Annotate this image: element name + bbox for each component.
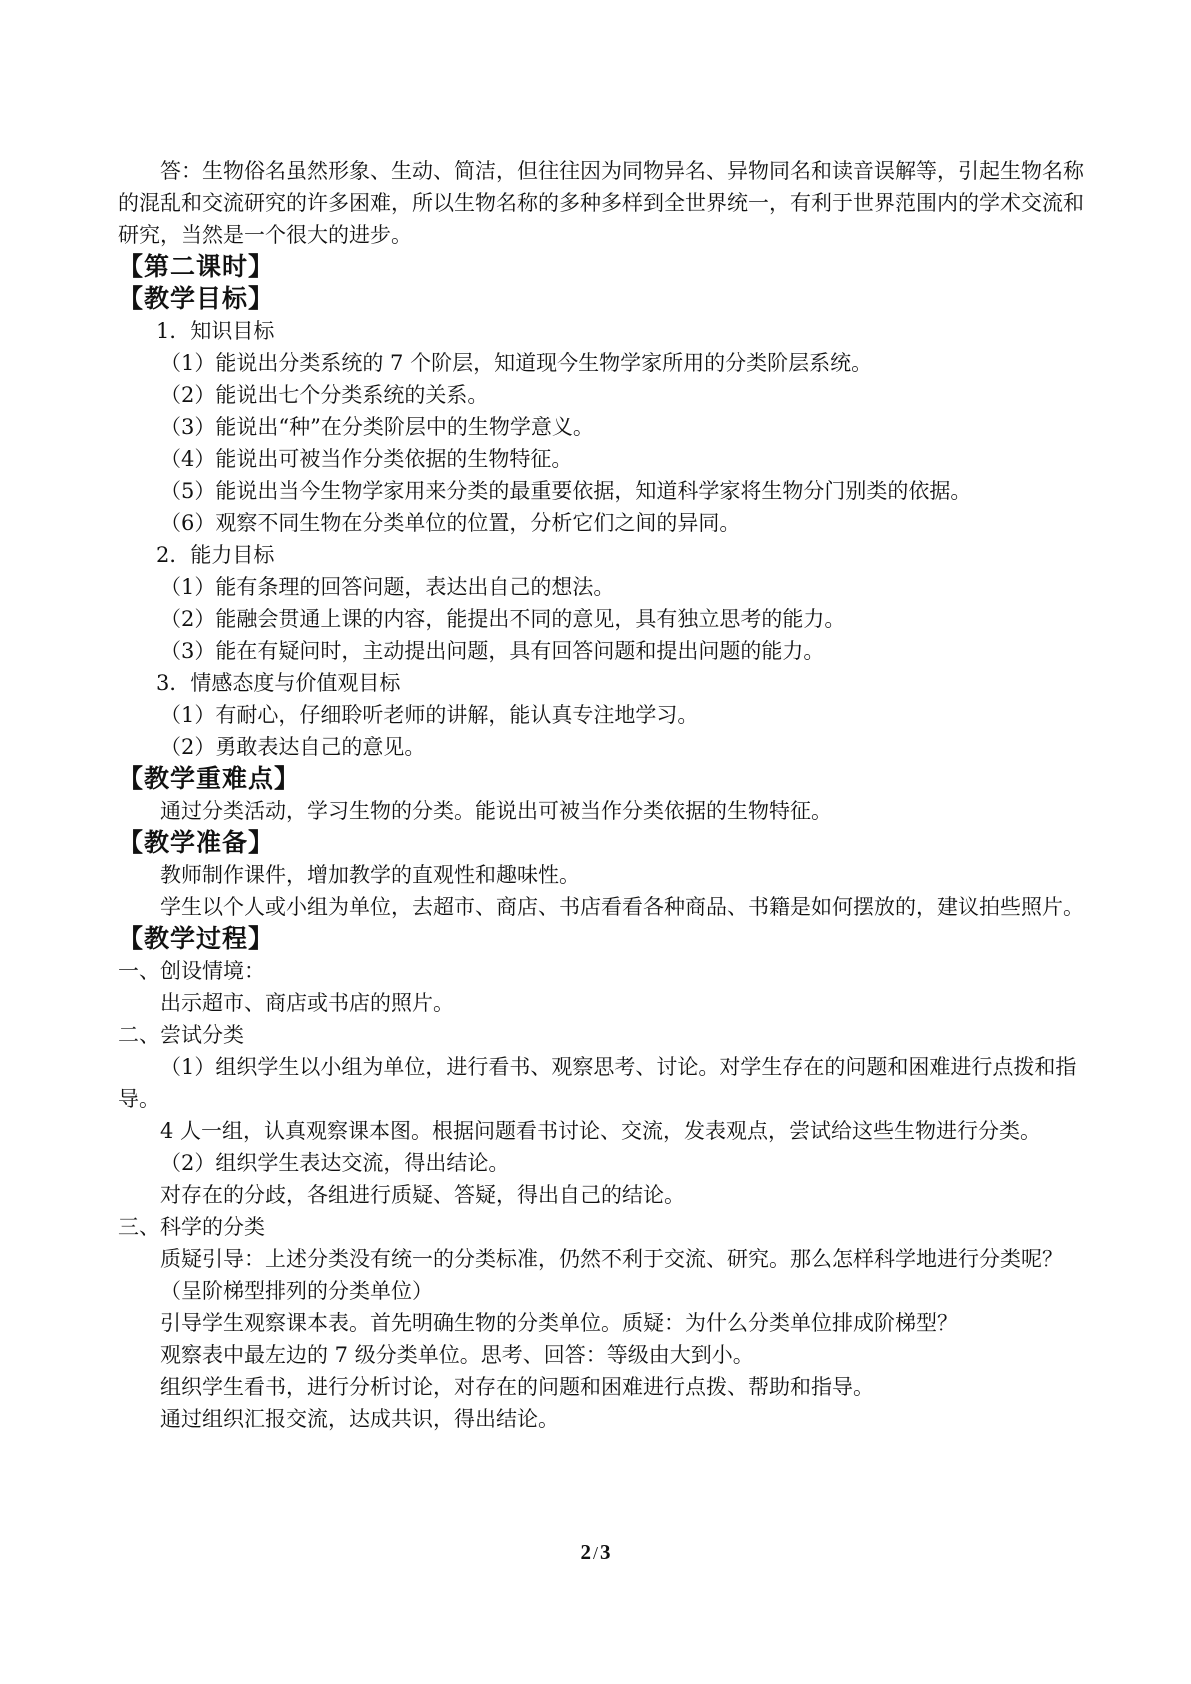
process-paragraph: 质疑引导：上述分类没有统一的分类标准，仍然不利于交流、研究。那么怎样科学地进行分类呢？ xyxy=(160,1247,1063,1271)
ability-objective-title: 2．能力目标 xyxy=(156,543,275,567)
knowledge-item: （5）能说出当今生物学家用来分类的最重要依据，知道科学家将生物分门别类的依据。 xyxy=(160,479,972,503)
process-section-title: 二、尝试分类 xyxy=(118,1023,244,1047)
ability-item: （1）能有条理的回答问题，表达出自己的想法。 xyxy=(160,575,615,599)
process-paragraph: 通过组织汇报交流，达成共识，得出结论。 xyxy=(160,1407,559,1431)
process-paragraph: （1）组织学生以小组为单位，进行看书、观察思考、讨论。对学生存在的问题和困难进行点拨和指导。 xyxy=(118,1055,1077,1111)
process-paragraph: 组织学生看书，进行分析讨论，对存在的问题和困难进行点拨、帮助和指导。 xyxy=(160,1375,874,1399)
heading-process: 【教学过程】 xyxy=(118,924,275,953)
process-paragraph: 观察表中最左边的 7 级分类单位。思考、回答：等级由大到小。 xyxy=(160,1343,754,1367)
heading-objectives: 【教学目标】 xyxy=(118,284,275,313)
process-paragraph: （2）组织学生表达交流，得出结论。 xyxy=(160,1151,510,1175)
process-section-title: 三、科学的分类 xyxy=(118,1215,265,1239)
knowledge-objective-title: 1．知识目标 xyxy=(156,319,275,343)
page-separator: / xyxy=(592,1543,598,1563)
ability-item: （2）能融会贯通上课的内容，能提出不同的意见，具有独立思考的能力。 xyxy=(160,607,846,631)
knowledge-item: （2）能说出七个分类系统的关系。 xyxy=(160,383,489,407)
process-paragraph: 引导学生观察课本表。首先明确生物的分类单位。质疑：为什么分类单位排成阶梯型？ xyxy=(160,1311,958,1335)
knowledge-item: （4）能说出可被当作分类依据的生物特征。 xyxy=(160,447,573,471)
preparation-paragraph: 教师制作课件，增加教学的直观性和趣味性。 xyxy=(160,863,580,887)
process-paragraph: 出示超市、商店或书店的照片。 xyxy=(160,991,454,1015)
knowledge-item: （3）能说出“种”在分类阶层中的生物学意义。 xyxy=(160,415,594,439)
key-points-text: 通过分类活动，学习生物的分类。能说出可被当作分类依据的生物特征。 xyxy=(160,799,832,823)
heading-preparation: 【教学准备】 xyxy=(118,828,275,857)
page-current: 2 xyxy=(580,1540,591,1564)
attitude-objective-title: 3．情感态度与价值观目标 xyxy=(156,671,401,695)
preparation-paragraph: 学生以个人或小组为单位，去超市、商店、书店看看各种商品、书籍是如何摆放的，建议拍些照片。 xyxy=(160,895,1084,919)
knowledge-item: （6）观察不同生物在分类单位的位置，分析它们之间的异同。 xyxy=(160,511,741,535)
process-section-title: 一、创设情境： xyxy=(118,959,265,983)
process-paragraph: 4 人一组，认真观察课本图。根据问题看书讨论、交流，发表观点，尝试给这些生物进行分类。 xyxy=(160,1119,1042,1143)
heading-key-points: 【教学重难点】 xyxy=(118,764,301,793)
knowledge-item: （1）能说出分类系统的 7 个阶层，知道现今生物学家所用的分类阶层系统。 xyxy=(160,351,873,375)
attitude-item: （1）有耐心，仔细聆听老师的讲解，能认真专注地学习。 xyxy=(160,703,699,727)
page-number xyxy=(0,1540,1191,1565)
process-paragraph: （呈阶梯型排列的分类单位） xyxy=(160,1279,433,1303)
heading-lesson2: 【第二课时】 xyxy=(118,252,275,281)
attitude-item: （2）勇敢表达自己的意见。 xyxy=(160,735,426,759)
page-total: 3 xyxy=(600,1540,611,1564)
answer-paragraph: 答：生物俗名虽然形象、生动、简洁，但往往因为同物异名、异物同名和读音误解等，引起生物名称的混乱和交流研究的许多困难，所以生物名称的多种多样到全世界统一，有利于世界范围内的学术交流和研究，当然是一个很大的进步。 xyxy=(118,159,1084,247)
ability-item: （3）能在有疑问时，主动提出问题，具有回答问题和提出问题的能力。 xyxy=(160,639,825,663)
page-content xyxy=(118,155,1098,1435)
process-paragraph: 对存在的分歧，各组进行质疑、答疑，得出自己的结论。 xyxy=(160,1183,685,1207)
